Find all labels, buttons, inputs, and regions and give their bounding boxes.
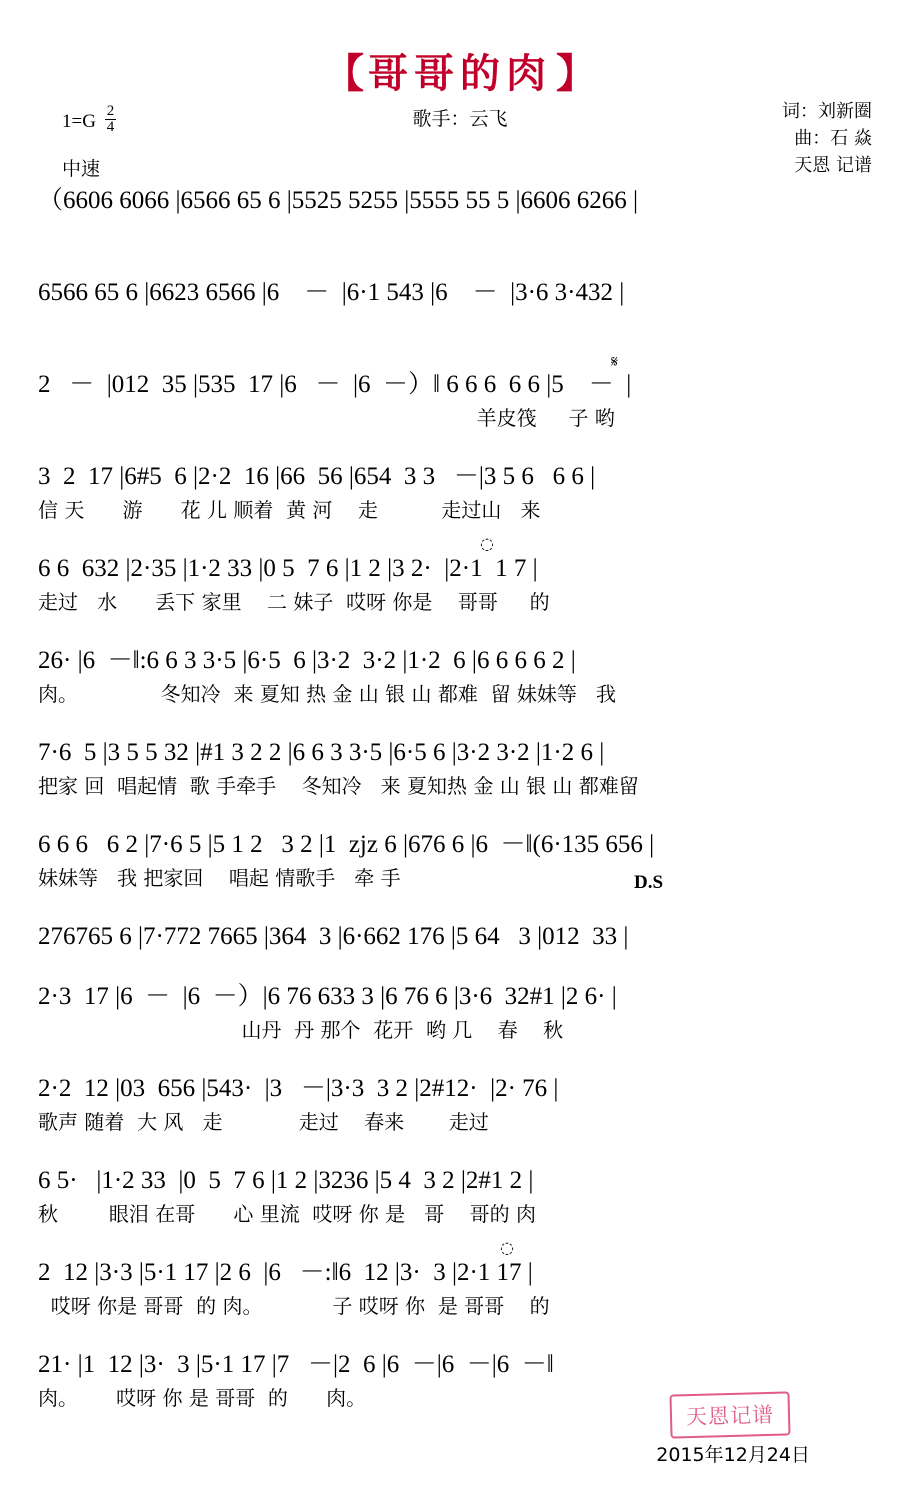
header-meta (28, 98, 892, 184)
key-value: G (82, 111, 96, 132)
title-left-bracket: 【 (324, 51, 364, 96)
transcriber-credit: 天恩 记谱 (794, 155, 872, 176)
music-system (34, 1164, 886, 1256)
lyrics-line: 肉。 冬知冷 来 夏知 热 金 山 银 山 都难 留 妹妹等 我 (38, 682, 617, 706)
music-system (34, 276, 886, 368)
credits-block (782, 98, 872, 179)
transcriber-stamp: 天恩记谱 (669, 1391, 790, 1438)
music-system (34, 460, 886, 552)
key-label: 1= (62, 111, 83, 132)
lyrics-line: 走过 水 丢下 家里 二 妹子 哎呀 你是 哥哥 的 (38, 590, 550, 614)
time-signature-numerator: 2 (106, 103, 115, 119)
music-system (34, 1072, 886, 1164)
fermata-icon: ◌ (480, 534, 494, 553)
lyrics-line: 信 天 游 花 儿 顺着 黄 河 走 走过山 来 (38, 498, 541, 522)
page-title: 哥哥的肉 (368, 51, 552, 97)
singer-credit: 歌手：云飞 (412, 108, 508, 130)
notation-line: 6566 65 6 |6623 6566 |6 － |6·1 543 |6 － |3·6 3·432 | (38, 279, 625, 306)
music-system (34, 736, 886, 828)
lyrics-line (34, 312, 886, 340)
lyrics-line (34, 220, 886, 248)
music-system (34, 534, 886, 644)
notation-line: 6 6 6 6 2 |7·6 5 |5 1 2 3 2 |1 zjz 6 |676 6 |6 －‖(6·135 656 | (38, 831, 655, 858)
title-row (28, 42, 892, 97)
tempo-marking: 中速 (62, 158, 101, 180)
time-signature-denominator: 4 (106, 119, 115, 135)
music-system (34, 980, 886, 1072)
lyricist-credit: 词：刘新圈 (782, 101, 872, 122)
notation-line: 2 12 |3·3 |5·1 17 |2 6 |6 －:‖6 12 |3· 3 |2·1 17 | (38, 1259, 533, 1286)
composer-credit: 曲：石 焱 (794, 128, 872, 149)
lyrics-line: 哎呀 你是 哥哥 的 肉。 子 哎呀 你 是 哥哥 的 (38, 1294, 550, 1318)
notation-line: （6606 6066 |6566 65 6 |5525 5255 |5555 55 5 |6606 6266 | (38, 187, 639, 214)
music-system (34, 1238, 886, 1348)
music-system (34, 184, 886, 276)
ds-marking: D.S (634, 872, 664, 893)
notation-line: 3 2 17 |6#5 6 |2·2 16 |66 56 |654 3 3 －|3 5 6 6 6 | (38, 463, 596, 490)
fermata-icon: ◌ (500, 1238, 514, 1257)
music-system (34, 828, 886, 920)
notation-line: 2·3 17 |6 － |6 －）|6 76 633 3 |6 76 6 |3·6 32#1 |2 6· | (38, 983, 617, 1010)
lyrics-line: 肉。 哎呀 你 是 哥哥 的 肉。 (38, 1386, 367, 1410)
lyrics-line: 山丹 丹 那个 花开 哟 几 春 秋 (38, 1018, 564, 1042)
music-system (34, 352, 886, 460)
key-signature (62, 104, 116, 135)
title-right-bracket: 】 (556, 51, 596, 96)
notation-line: 7·6 5 |3 5 5 32 |#1 3 2 2 |6 6 3 3·5 |6·5 6 |3·2 3·2 |1·2 6 | (38, 739, 605, 766)
transcription-date: 2015年12月24日 (656, 1444, 810, 1466)
lyrics-line: 妹妹等 我 把家回 唱起 情歌手 牵 手 (38, 866, 401, 890)
time-signature (105, 104, 117, 135)
music-system (34, 920, 886, 980)
lyrics-line: 秋 眼泪 在哥 心 里流 哎呀 你 是 哥 哥的 肉 (38, 1202, 537, 1226)
notation-line: 2 － |012 35 |535 17 |6 － |6 －）‖ 6 6 6 6 6 |5 － | (38, 371, 632, 398)
notation-line: 276765 6 |7·772 7665 |364 3 |6·662 176 |5 64 3 |012 33 | (38, 923, 629, 950)
segno-icon: 𝄋 (611, 352, 618, 371)
notation-line: 21· |1 12 |3· 3 |5·1 17 |7 －|2 6 |6 －|6 －|6 －‖ (38, 1351, 554, 1378)
notation-line: 6 5· |1·2 33 |0 5 7 6 |1 2 |3236 |5 4 3 2 |2#1 2 | (38, 1167, 534, 1194)
lyrics-line: 把家 回 唱起情 歌 手牵手 冬知冷 来 夏知热 金 山 银 山 都难留 (38, 774, 639, 798)
sheet-music-page (0, 42, 920, 1489)
notation-line: 6 6 632 |2·35 |1·2 33 |0 5 7 6 |1 2 |3 2· |2·1 1 7 | (38, 555, 538, 582)
notation-line: 2·2 12 |03 656 |543· |3 －|3·3 3 2 |2#12· |2· 76 | (38, 1075, 559, 1102)
notation-line: 26· |6 －‖:6 6 3 3·5 |6·5 6 |3·2 3·2 |1·2 6 |6 6 6 6 2 | (38, 647, 576, 674)
lyrics-line: 羊皮筏 子 哟 (38, 406, 615, 430)
lyrics-line: 歌声 随着 大 风 走 走过 春来 走过 (38, 1110, 489, 1134)
music-system (34, 644, 886, 736)
